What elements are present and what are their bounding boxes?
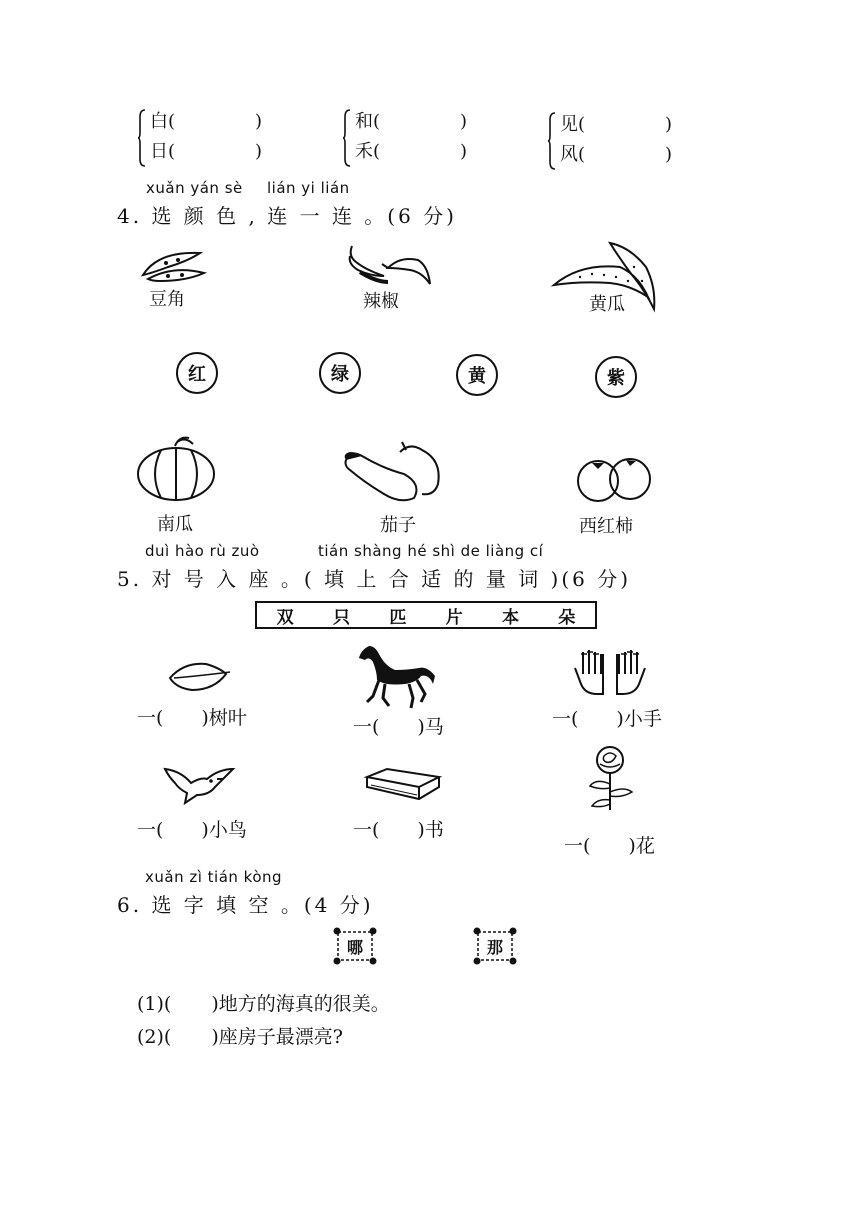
q3-char: 白( (150, 111, 176, 132)
item-label-chili: 辣椒 (363, 291, 399, 312)
horse-icon (355, 640, 439, 712)
color-circle-red[interactable]: 红 (176, 352, 218, 394)
measure-word-box (255, 601, 597, 629)
brace-icon (548, 112, 556, 170)
blank-book[interactable]: 一( )书 (353, 819, 444, 841)
color-circle-yellow[interactable]: 黄 (456, 354, 498, 396)
blank-hands[interactable]: 一( )小手 (552, 708, 662, 730)
item-label-pumpkin: 南瓜 (157, 514, 193, 535)
q6-title: 6. 选 字 填 空 。(4 分) (117, 893, 374, 917)
blank-horse[interactable]: 一( )马 (353, 716, 444, 738)
measure-word: 本 (501, 607, 519, 628)
tomato-icon (574, 455, 654, 503)
brace-group-3: 见( ) 风( ) (560, 110, 585, 170)
q4-pinyin-a: xuǎn yán sè (146, 179, 243, 197)
brace-icon (343, 109, 351, 167)
pumpkin-icon (135, 434, 217, 504)
q5-pinyin-a: duì hào rù zuò (145, 542, 260, 560)
brace-group-1: 白( ) 日( ) (150, 107, 175, 167)
q4-pinyin-b: lián yi lián (267, 179, 350, 197)
item-label-cucumber: 黄瓜 (589, 294, 625, 315)
blank-bird[interactable]: 一( )小鸟 (137, 819, 247, 841)
rose-flower-icon (584, 744, 638, 814)
eggplant-icon (342, 438, 444, 504)
brace-icon (138, 109, 146, 167)
sentence-1[interactable]: (1)( )地方的海真的很美。 (137, 993, 390, 1015)
q4-title: 4. 选 颜 色 , 连 一 连 。(6 分) (117, 204, 457, 228)
blank-flower[interactable]: 一( )花 (564, 835, 655, 857)
choice-box-na3[interactable]: 哪 (333, 927, 377, 965)
item-label-eggplant: 茄子 (380, 515, 416, 536)
measure-word: 匹 (389, 607, 407, 628)
measure-word: 双 (276, 607, 294, 628)
hands-icon (569, 648, 651, 698)
bird-icon (161, 763, 237, 805)
leaf-icon (166, 660, 234, 694)
item-label-bean: 豆角 (149, 289, 185, 310)
q3-char: 日( (150, 141, 176, 162)
q5-title: 5. 对 号 入 座 。( 填 上 合 适 的 量 词 )(6 分) (117, 567, 632, 591)
sentence-2[interactable]: (2)( )座房子最漂亮? (137, 1026, 343, 1048)
q3-char: 见( (560, 114, 586, 135)
book-icon (363, 767, 443, 803)
item-label-tomato: 西红柿 (579, 516, 633, 537)
q3-char: 风( (560, 144, 586, 165)
bean-pods-icon (138, 247, 208, 285)
measure-word: 片 (445, 607, 463, 628)
color-circle-purple[interactable]: 紫 (595, 356, 637, 398)
measure-word: 只 (332, 607, 350, 628)
q3-char: 和( (355, 111, 381, 132)
measure-word: 朵 (558, 607, 576, 628)
brace-group-2: 和( ) 禾( ) (355, 107, 380, 167)
color-circle-green[interactable]: 绿 (319, 352, 361, 394)
q3-char: 禾( (355, 141, 381, 162)
choice-box-na4[interactable]: 那 (473, 927, 517, 965)
blank-leaf[interactable]: 一( )树叶 (137, 707, 247, 729)
q6-pinyin: xuǎn zì tián kòng (145, 868, 283, 886)
q5-pinyin-b: tián shàng hé shì de liàng cí (318, 542, 544, 560)
